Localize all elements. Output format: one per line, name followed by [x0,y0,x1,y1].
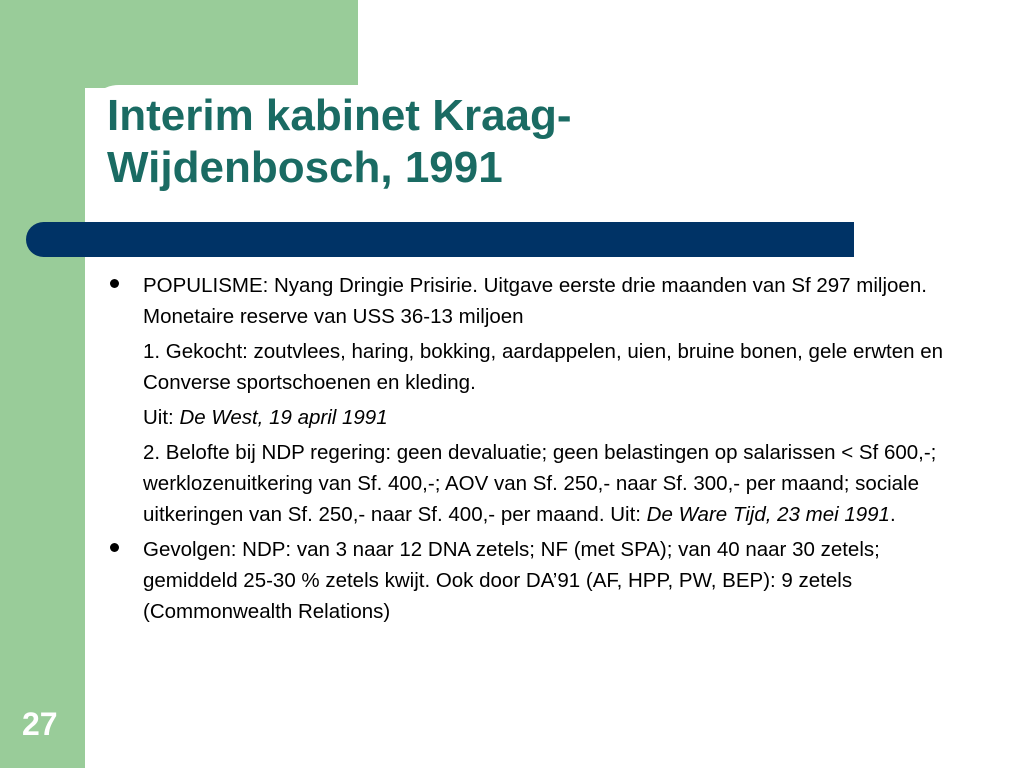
page-number: 27 [22,706,58,742]
source-title: De Ware Tijd, 23 mei 1991 [646,503,890,526]
paragraph-text [143,437,953,530]
title-line-2: Wijdenbosch, 1991 [107,143,503,192]
bullet-item-populisme [0,270,953,332]
sub-paragraph-belofte [0,437,953,530]
paragraph-end: . [889,503,896,526]
bullet-text: Gevolgen: NDP: van 3 naar 12 DNA zetels; NF (met SPA); van 40 naar 30 zetels; gemiddeld 25-30 % zetels kwijt. Ook door DA’91 (AF, HPP, PW, BEP): 9 zetels (Commonwealth Relations) [143,538,880,623]
top-panel [0,0,358,88]
bullet-item-gevolgen [0,534,953,627]
title-line-1: Interim kabinet Kraag- [107,91,572,140]
sub-paragraph-gekocht [0,336,953,398]
paragraph-body: 2. Belofte bij NDP regering: geen devaluatie; geen belastingen op salarissen < Sf 600,-; werklozenuitkering van Sf. 400,-; AOV van Sf. 250,- naar Sf. 300,- per maand; sociale uitkeringen van Sf. 250,- naar Sf. 400,- per maand. Uit: [143,441,937,526]
title-underline-bar [26,222,854,257]
slide-body [0,270,1024,631]
paragraph-text: 1. Gekocht: zoutvlees, haring, bokking, aardappelen, uien, bruine bonen, gele erwten en Converse sportschoenen en kleding. [143,340,944,394]
source-text [143,402,953,433]
source-prefix: Uit: [143,406,180,429]
bullet-dot-icon [110,543,119,552]
bullet-dot-icon [110,279,119,288]
bullet-text: POPULISME: Nyang Dringie Prisirie. Uitgave eerste drie maanden van Sf 297 miljoen. Monetaire reserve van USS 36-13 miljoen [143,274,927,328]
slide-title [107,90,827,194]
source-line-de-west [0,402,953,433]
source-title: De West, 19 april 1991 [179,406,388,429]
